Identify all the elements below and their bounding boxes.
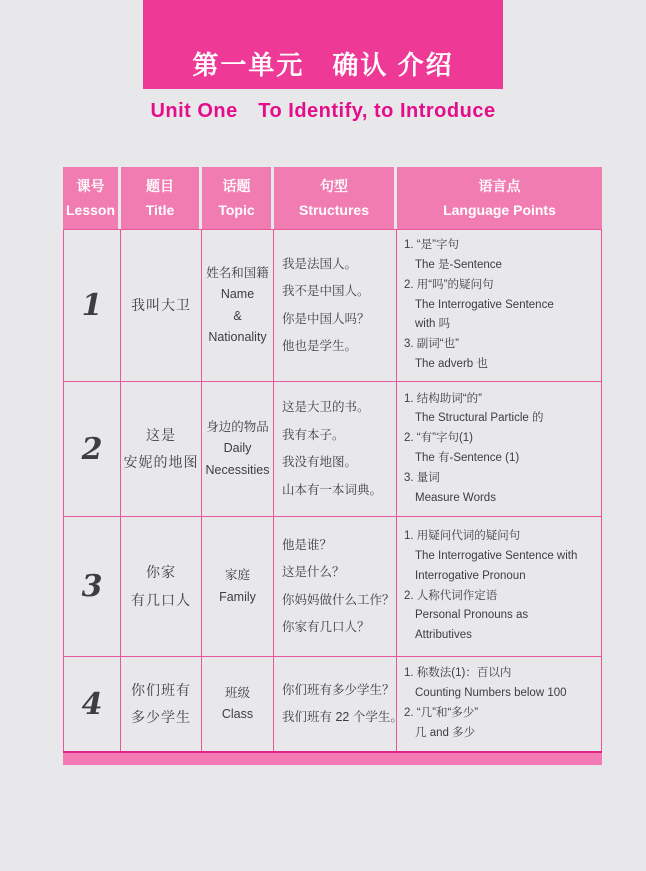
lp-line: 1. 结构助词“的”: [404, 392, 482, 405]
header-zh: 话题: [222, 177, 251, 194]
header-en: Topic: [218, 202, 255, 218]
contents-table: [63, 167, 602, 751]
header-zh: 语言点: [478, 177, 521, 194]
header-zh: 句型: [320, 177, 348, 194]
topic-line: 班级: [224, 685, 250, 700]
lp-line: 3. 量词: [404, 471, 440, 484]
language-points-cell: [397, 657, 602, 751]
structures-cell: [274, 230, 397, 381]
lp-line: 2. “有”字句(1): [404, 432, 473, 445]
title-cell: [121, 382, 202, 516]
header-cell-title: [121, 167, 202, 229]
lp-line: The 是-Sentence: [415, 259, 502, 272]
lp-line: 1. 用疑问代词的疑问句: [404, 530, 521, 543]
unit-header-banner: [143, 0, 503, 89]
topic-cell: [202, 230, 274, 381]
lesson-number-cell: [63, 230, 121, 381]
structure-line: 这是大卫的书。: [282, 400, 370, 414]
lp-line: 2. 用“吗”的疑问句: [404, 278, 494, 291]
title-line: 安妮的地图: [123, 454, 199, 470]
language-points-cell: [397, 382, 602, 516]
topic-line: Daily: [223, 441, 252, 456]
structures-cell: [274, 657, 403, 751]
header-zh: 题目: [146, 177, 174, 194]
topic-cell: [202, 382, 274, 516]
lp-line: The Interrogative Sentence with: [415, 549, 578, 562]
lp-line: with 吗: [415, 318, 451, 331]
unit-title-en: Unit One To Identify, to Introduce: [150, 100, 496, 122]
topic-line: 身边的物品: [206, 419, 269, 434]
lp-line: The 有-Sentence (1): [415, 452, 520, 464]
lp-line: Counting Numbers below 100: [415, 687, 567, 700]
lesson-number-cell: [63, 517, 121, 656]
topic-line: Name: [220, 287, 255, 301]
topic-line: &: [233, 308, 242, 323]
structure-line: 我有本子。: [282, 427, 345, 442]
lp-line: 2. 人称代词作定语: [404, 589, 498, 602]
lp-line: The Structural Particle 的: [415, 412, 544, 425]
lesson-number: 3: [81, 569, 103, 604]
lp-line: 1. “是”字句: [404, 239, 459, 252]
header-en: Language Points: [443, 202, 556, 218]
language-points-cell: [397, 230, 602, 381]
topic-line: Necessities: [205, 462, 270, 477]
lesson-number-cell: [63, 657, 121, 751]
header-en: Structures: [298, 202, 370, 218]
title-line: 你们班有: [131, 681, 191, 698]
lesson-number-cell: [63, 382, 121, 516]
title-cell: [121, 657, 202, 751]
title-line: 这是: [146, 426, 176, 443]
language-points-cell: [397, 517, 602, 656]
lp-line: The Interrogative Sentence: [415, 298, 554, 311]
structure-line: 你们班有多少学生？: [282, 682, 395, 697]
lp-line: Measure Words: [415, 491, 496, 504]
topic-cell: [202, 517, 274, 656]
unit-title-zh: 第一单元 确认 介绍: [192, 50, 454, 80]
structures-cell: [274, 382, 397, 516]
title-cell: [121, 230, 202, 381]
header-zh: 课号: [76, 177, 105, 194]
lesson-number: 1: [81, 288, 103, 323]
structure-line: 我们班有 22 个学生。: [282, 710, 403, 724]
topic-line: 姓名和国籍: [206, 265, 269, 280]
lp-line: 几 and 多少: [415, 726, 476, 739]
structure-line: 你家有几口人？: [282, 620, 370, 634]
structure-line: 我没有地图。: [282, 455, 358, 469]
title-line: 我叫大卫: [131, 296, 191, 313]
structures-cell: [274, 517, 397, 656]
structure-line: 你是中国人吗？: [282, 311, 370, 326]
structure-line: 我是法国人。: [282, 256, 358, 271]
title-cell: [121, 517, 202, 656]
table-row-lesson-4: [63, 656, 602, 751]
topic-line: Class: [221, 707, 254, 721]
structure-line: 你妈妈做什么工作？: [282, 592, 395, 607]
lp-line: Attributives: [415, 629, 472, 642]
lp-line: 1. 称数法(1)：百以内: [404, 667, 512, 680]
lp-line: The adverb 也: [415, 357, 488, 370]
table-row-lesson-3: [63, 516, 602, 656]
table-header-row: [63, 167, 602, 229]
lesson-number: 4: [81, 686, 103, 722]
table-row-lesson-2: [63, 381, 602, 516]
topic-line: Family: [219, 589, 256, 604]
lp-line: Personal Pronouns as: [415, 609, 529, 622]
header-cell-topic: [202, 167, 274, 229]
structure-line: 他也是学生。: [282, 339, 358, 353]
lesson-number: 2: [81, 431, 103, 467]
title-line: 有几口人: [131, 591, 191, 608]
title-line: 多少学生: [131, 709, 191, 725]
lp-line: Interrogative Pronoun: [415, 569, 526, 582]
title-line: 你家: [146, 564, 176, 581]
table-bottom-bar: [63, 751, 602, 765]
structure-line: 我不是中国人。: [282, 284, 370, 298]
header-cell-lesson: [63, 167, 121, 229]
structure-line: 这是什么？: [282, 565, 345, 579]
topic-line: 家庭: [224, 568, 250, 582]
lp-line: 3. 副词“也”: [404, 338, 459, 351]
header-cell-structures: [274, 167, 397, 229]
topic-line: Nationality: [208, 330, 267, 344]
structure-line: 山本有一本词典。: [282, 482, 383, 497]
header-cell-language-points: [397, 167, 602, 229]
structure-line: 他是谁？: [282, 537, 333, 552]
header-en: Title: [145, 202, 175, 218]
topic-cell: [202, 657, 274, 751]
table-row-lesson-1: [63, 229, 602, 381]
header-en: Lesson: [65, 202, 115, 218]
lp-line: 2. “几”和“多少”: [404, 707, 479, 719]
